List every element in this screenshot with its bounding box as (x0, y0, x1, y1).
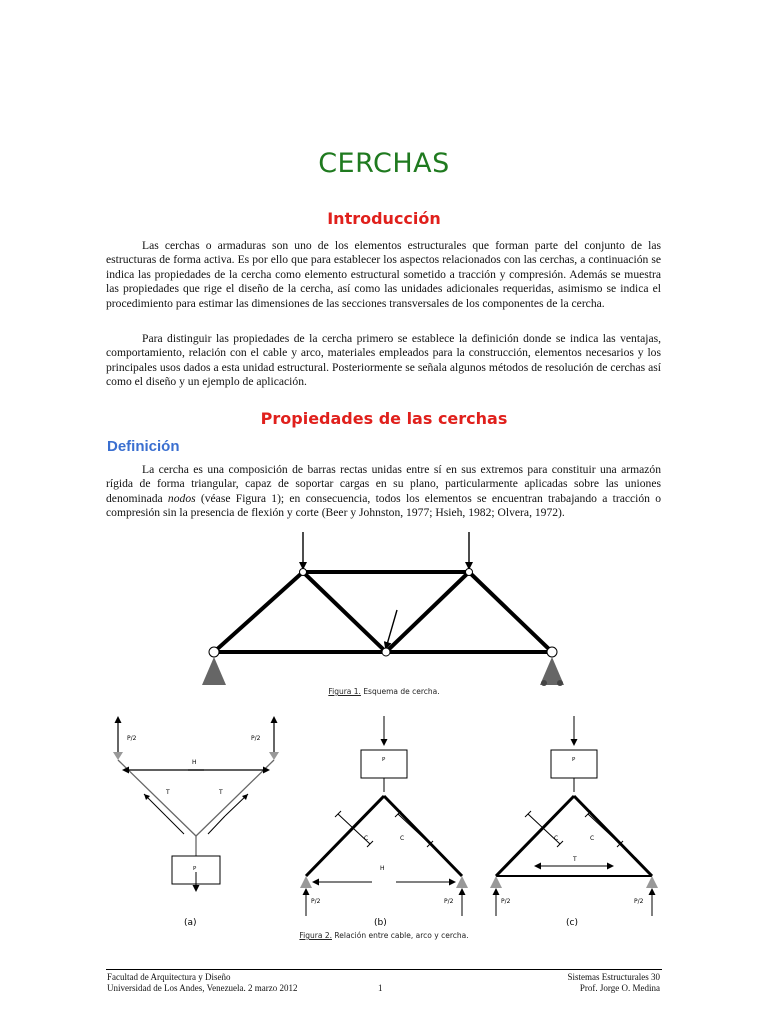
roller-wheel (557, 680, 563, 686)
fig2c-react-left: P/2 (501, 898, 511, 905)
definicion-text-2: (véase Figura 1); en consecuencia, todos los elementos se encuentran trabajando a tracción o compresión sin la presencia de flexión y corte (Beer y Johnston, 1977; Hsieh, 1982; Olvera, 1972). (106, 491, 661, 520)
figure-2-diagram (100, 712, 670, 934)
figure-1-caption (0, 687, 768, 696)
figure-2-caption (0, 931, 768, 940)
fig2a-load-left: P/2 (127, 735, 137, 742)
footer-university-date: Universidad de Los Andes, Venezuela. 2 marzo 2012 (107, 983, 298, 993)
figure-2b-arch (300, 716, 468, 928)
fig2c-t: T (573, 856, 577, 863)
document-title: CERCHAS (318, 148, 450, 179)
fig2c-box: P (572, 757, 576, 763)
fig2c-c-left: C (554, 835, 559, 842)
fig2b-label: (b) (374, 918, 387, 928)
node-support-right (547, 647, 557, 657)
footer-faculty: Facultad de Arquitectura y Diseño (107, 972, 231, 982)
figure-1-caption-label: Figura 1. (328, 687, 361, 696)
paragraph-definicion (106, 463, 661, 521)
fig2b-h: H (380, 865, 385, 872)
fig2b-box: P (382, 757, 386, 763)
paragraph-intro-2: Para distinguir las propiedades de la cercha primero se establece la definición donde se indica las ventajas, comportamiento, relación con el cable y arco, materiales empleados para la construcción, elementos necesarios y los principales usos dados a esta unidad estructural. Posteriormente se señala algunos métodos de resolución de cerchas así como el diseño y un ejemplo de aplicación. (106, 332, 661, 389)
footer-right (568, 972, 660, 994)
section-heading-introduccion: Introducción (327, 209, 441, 228)
fig2b-react-left: P/2 (311, 898, 321, 905)
fig2c-react-right: P/2 (634, 898, 644, 905)
definicion-term-nodos: nodos (167, 491, 196, 505)
footer-page-number: 1 (378, 983, 383, 993)
figure-1-truss-diagram (190, 526, 580, 690)
footer-left (107, 972, 298, 994)
figure-2-caption-text: Relación entre cable, arco y cercha. (331, 931, 469, 940)
section-heading-propiedades: Propiedades de las cerchas (260, 409, 508, 428)
paragraph-intro-1: Las cerchas o armaduras son uno de los elementos estructurales que forman parte del conjunto de las estructuras de forma activa. Es por ello que para establecer los aspectos relacionados con las cerchas, a continuación se indica las propiedades de la cercha como elemento estructural sometido a tracción y compresión. Además se muestra las propiedades que rige el diseño de la cercha, así como las unidades adicionales requeridas, asimismo se indica el procedimiento para estimar las dimensiones de las secciones transversales de los componentes de la cercha. (106, 239, 661, 310)
node-bottom-center (382, 648, 390, 656)
fig2a-t-left: T (166, 789, 170, 796)
truss-members (214, 572, 552, 652)
subsection-heading-definicion: Definición (107, 438, 180, 455)
fig2a-t-right: T (219, 789, 223, 796)
fig2a-box: P (193, 866, 197, 872)
node-top-right (466, 569, 473, 576)
footer-course: Sistemas Estructurales 30 (567, 972, 660, 982)
roller-wheel (541, 680, 547, 686)
fig2a-load-right: P/2 (251, 735, 261, 742)
fig2a-label: (a) (184, 918, 197, 928)
fig2b-c-left: C (364, 835, 369, 842)
figure-2-caption-label: Figura 2. (299, 931, 332, 940)
node-top-left (300, 569, 307, 576)
figure-1-caption-text: Esquema de cercha. (360, 687, 440, 696)
fig2b-react-right: P/2 (444, 898, 454, 905)
support-pin-left (202, 657, 226, 685)
footer-divider (106, 969, 662, 970)
fig2b-c-right: C (400, 835, 405, 842)
node-support-left (209, 647, 219, 657)
fig2c-label: (c) (566, 918, 578, 928)
definicion-text-1: La cercha es una composición de barras rectas unidas entre sí en sus extremos para constituir una armazón rígida de forma triangular, capaz de soportar cargas en su plano, particularmente aplicadas sobre las uniones denominada (106, 463, 661, 505)
figure-2c-truss (490, 716, 658, 928)
fig2a-h: H (192, 759, 197, 766)
figure-2a-cable (113, 718, 279, 928)
fig2c-c-right: C (590, 835, 595, 842)
footer-professor: Prof. Jorge O. Medina (579, 983, 660, 993)
